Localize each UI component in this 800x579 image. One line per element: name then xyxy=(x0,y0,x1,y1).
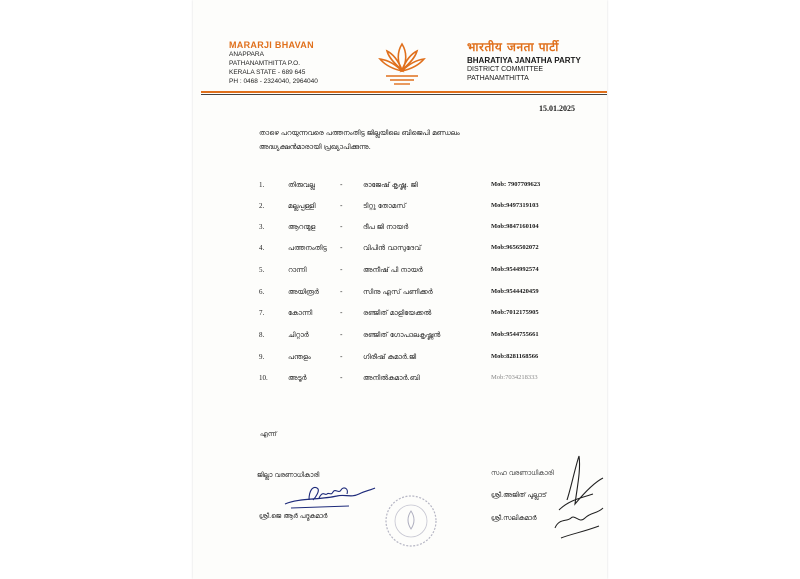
office-address-block xyxy=(229,40,318,86)
list-item xyxy=(193,374,607,388)
president-name: അനിൽകുമാർ.ബി xyxy=(363,374,420,382)
constituency-name: ചിറ്റാർ xyxy=(288,331,309,339)
constituency-name: അടൂർ xyxy=(288,374,307,382)
mobile-number: Mob:9656502072 xyxy=(491,244,539,251)
office-name: MARARJI BHAVAN xyxy=(229,40,314,50)
entry-number: 4. xyxy=(259,244,265,252)
president-name: സിനു എസ് പണിക്കർ xyxy=(363,288,433,296)
list-item xyxy=(193,331,607,345)
separator-dash: - xyxy=(340,223,343,231)
entry-number: 5. xyxy=(259,266,265,274)
district-returning-officer-title: ജില്ലാ വരണാധികാരി xyxy=(257,471,320,479)
mobile-number: Mob:8281168566 xyxy=(491,353,539,360)
list-item xyxy=(193,202,607,216)
constituency-name: പത്തനംതിട്ട xyxy=(288,244,327,252)
mobile-number: Mob:7012175905 xyxy=(491,309,539,316)
list-item xyxy=(193,244,607,258)
president-name: ദീപ ജി നായർ xyxy=(363,223,409,231)
official-seal-icon xyxy=(383,493,439,549)
president-name: രഞ്ജിത് മാളിയേക്കൽ xyxy=(363,309,432,317)
president-name: അനീഷ് പി നായർ xyxy=(363,266,423,274)
mobile-number: Mob:9847160104 xyxy=(491,223,539,230)
constituency-name: അയിരൂർ xyxy=(288,288,319,296)
lotus-logo-icon xyxy=(376,38,428,90)
address-line: KERALA STATE - 689 645 xyxy=(229,69,306,76)
closing-word: എന്ന് xyxy=(260,430,277,438)
entry-number: 9. xyxy=(259,353,265,361)
list-item xyxy=(193,266,607,280)
separator-dash: - xyxy=(340,181,343,189)
signature-left xyxy=(279,478,379,510)
mobile-number: Mob: 7907709623 xyxy=(491,181,541,188)
address-line: ANAPPARA xyxy=(229,51,264,58)
list-item xyxy=(193,223,607,237)
constituency-name: റാന്നി xyxy=(288,266,307,274)
separator-dash: - xyxy=(340,244,343,252)
president-name: ഗിരീഷ് കുമാർ.ജി xyxy=(363,353,417,361)
separator-dash: - xyxy=(340,309,343,317)
address-line: PATHANAMTHITTA P.O. xyxy=(229,60,301,67)
entry-number: 1. xyxy=(259,181,265,189)
separator-dash: - xyxy=(340,202,343,210)
constituency-name: പന്തളം xyxy=(288,353,311,361)
separator-dash: - xyxy=(340,331,343,339)
list-item xyxy=(193,181,607,195)
entry-number: 7. xyxy=(259,309,265,317)
separator-dash: - xyxy=(340,353,343,361)
letter-page xyxy=(193,0,607,579)
constituency-name: മല്ലപ്പള്ളി xyxy=(288,202,316,210)
mobile-number: Mob:9544755661 xyxy=(491,331,539,338)
list-item xyxy=(193,288,607,302)
entry-number: 6. xyxy=(259,288,265,296)
letter-date: 15.01.2025 xyxy=(539,104,575,113)
president-name: വിപിൻ വാസുദേവ് xyxy=(363,244,421,252)
president-name: ടിറ്റു തോമസ് xyxy=(363,202,406,210)
mobile-number: Mob:9497319103 xyxy=(491,202,539,209)
signature-right xyxy=(545,448,607,548)
list-item xyxy=(193,353,607,367)
constituency-name: കോന്നി xyxy=(288,309,313,317)
header-divider-thin xyxy=(201,94,607,95)
assistant-returning-officer-name-1: ശ്രീ.അജിത് പുല്ലാട് xyxy=(491,491,547,499)
constituency-name: ആറന്മുള xyxy=(288,223,316,231)
assistant-returning-officer-name-2: ശ്രീ.സലികുമാർ xyxy=(491,514,537,522)
constituency-name: തിരുവല്ല xyxy=(288,181,315,189)
phone-line: PH : 0468 - 2324040, 2964040 xyxy=(229,78,318,85)
district-returning-officer-name: ശ്രീ.ജെ ആർ പദ്മകുമാർ xyxy=(259,512,328,520)
party-name-block xyxy=(467,38,581,83)
party-name-hindi: भारतीय जनता पार्टी xyxy=(467,40,559,54)
entry-number: 3. xyxy=(259,223,265,231)
entry-number: 10. xyxy=(259,374,268,382)
district-label: PATHANAMTHITTA xyxy=(467,75,529,82)
separator-dash: - xyxy=(340,266,343,274)
mobile-number: Mob:9544420459 xyxy=(491,288,539,295)
separator-dash: - xyxy=(340,288,343,296)
entry-number: 2. xyxy=(259,202,265,210)
announcement-text: താഴെ പറയുന്നവരെ പത്തനംതിട്ട ജില്ലയിലെ ബിജെപി മണ്ഡലം അദ്ധ്യക്ഷൻമാരായി പ്രഖ്യാപിക്കുന്നു. xyxy=(259,129,460,151)
entry-number: 8. xyxy=(259,331,265,339)
party-name-english: BHARATIYA JANATHA PARTY xyxy=(467,56,581,65)
header-divider xyxy=(201,91,607,93)
assistant-returning-officer-title: സഹ വരണാധികാരി xyxy=(491,469,554,477)
mobile-number: Mob:9544992574 xyxy=(491,266,539,273)
list-item xyxy=(193,309,607,323)
president-name: രാജേഷ് കൃഷ്ണ. ജി xyxy=(363,181,418,189)
mobile-number: Mob:7034218333 xyxy=(491,374,538,381)
separator-dash: - xyxy=(340,374,343,382)
committee-label: DISTRICT COMMITTEE xyxy=(467,66,544,73)
president-name: രഞ്ജിത് ഗോപാലകൃഷ്ണൻ xyxy=(363,331,441,339)
